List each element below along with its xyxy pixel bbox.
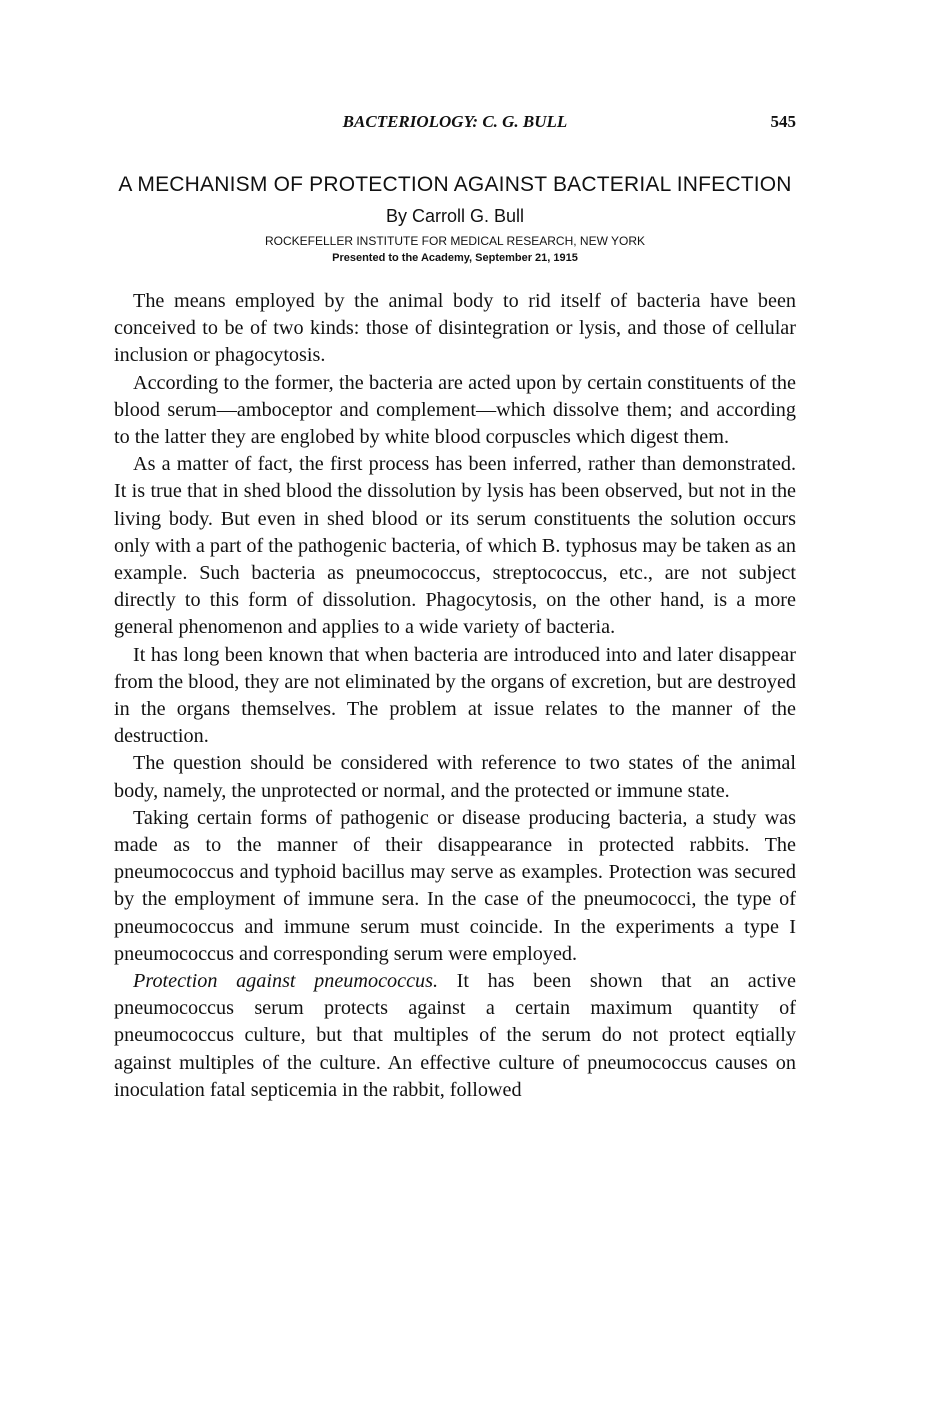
running-head-title: BACTERIOLOGY: C. G. BULL — [342, 112, 568, 131]
body-paragraph: Taking certain forms of pathogenic or disease producing bacteria, a study was made as to the manner of their disappearance in protected rabbits. The pneumococcus and typhoid bacillus may serve as examples. Protection was secured by the employment of immune sera. In the case of the pneumococci, the type of pneumococcus and immune serum must coincide. In the experiments a type I pneumococcus and corresponding serum were employed. — [114, 806, 796, 965]
body-paragraph: As a matter of fact, the first process has been inferred, rather than demonstrated. It is true that in shed blood the dissolution by lysis has been observed, but not in the living body. But even in shed blood or its serum constituents the solution occurs only with a part of the pathogenic bacteria, of which B. typhosus may be taken as an example. Such bacteria as pneumococcus, streptococcus, etc., are not subject directly to this form of dissolution. Phagocytosis, on the other hand, is a more general phenomenon and applies to a wide variety of bacteria. — [114, 453, 796, 639]
body-paragraph: The question should be considered with reference to two states of the animal body, namely, the unprotected or normal, and the protected or immune state. — [114, 752, 796, 802]
presentation-date: Presented to the Academy, September 21, 1915 — [332, 252, 578, 264]
section-runin-heading: Protection against pneumococcus. — [133, 970, 439, 993]
article-title: A MECHANISM OF PROTECTION AGAINST BACTERIAL INFECTION — [118, 173, 792, 196]
body-paragraph-text: It has been shown that an active pneumococcus serum protects against a certain maximum quantity of pneumococcus culture, but that multiples of the serum do not protect eqtially against multiples of the culture. An effective culture of pneumococcus causes on inoculation fatal septicemia in the rabbit, followed — [114, 970, 796, 1101]
page-number: 545 — [770, 112, 796, 131]
body-paragraph: According to the former, the bacteria are acted upon by certain constituents of the blood serum—amboceptor and complement—which dissolve them; and according to the latter they are englobed by white blood corpuscles which digest them. — [114, 371, 796, 449]
body-paragraph: The means employed by the animal body to rid itself of bacteria have been conceived to be of two kinds: those of disintegration or lysis, and those of cellular inclusion or phagocytosis. — [114, 290, 796, 367]
author-affiliation: ROCKEFELLER INSTITUTE FOR MEDICAL RESEARCH, NEW YORK — [264, 234, 646, 248]
journal-page — [114, 112, 796, 1104]
body-paragraph: It has long been known that when bacteria are introduced into and later disappear from the blood, they are not eliminated by the organs of excretion, but are destroyed in the organs themselves. The problem at issue relates to the manner of the destruction. — [114, 643, 796, 748]
author-byline: By Carroll G. Bull — [385, 206, 525, 226]
article-body — [114, 288, 796, 1104]
body-paragraph-last — [114, 968, 796, 1104]
running-head — [114, 112, 796, 140]
